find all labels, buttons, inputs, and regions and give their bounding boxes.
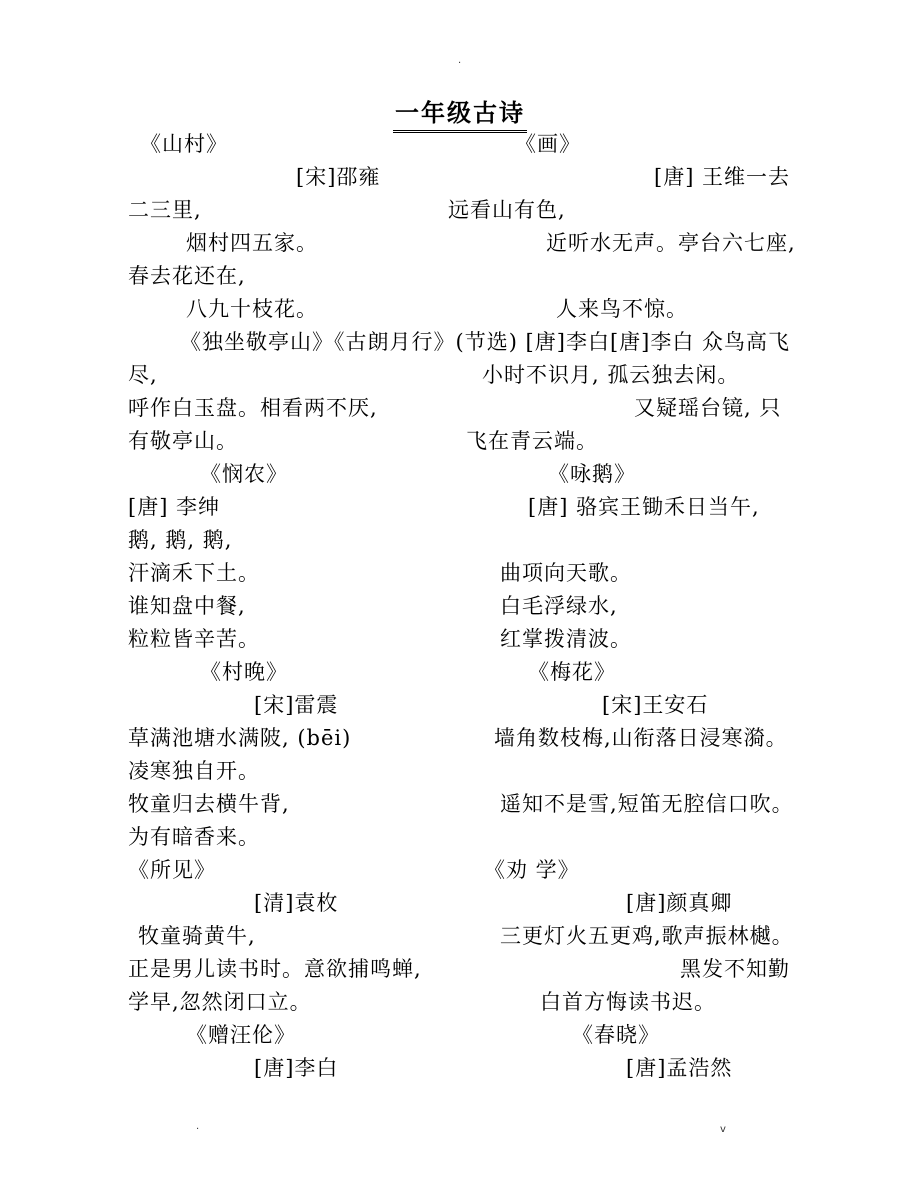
- poem-title-quanxue: 《劝 学》: [484, 858, 580, 882]
- poem-title-cunwan: 《村晚》: [200, 660, 288, 684]
- text-line: [唐] 骆宾王锄禾日当午,: [528, 495, 760, 519]
- poem-title-minnong: 《悯农》: [200, 462, 288, 486]
- text-line: 飞在青云端。: [466, 429, 598, 453]
- text-line: 为有暗香来。: [128, 825, 260, 849]
- text-line: 呼作白玉盘。相看两不厌,: [128, 396, 378, 420]
- text-line: 鹅, 鹅, 鹅,: [128, 528, 233, 552]
- text-line: 三更灯火五更鸡,歌声振林樾。: [500, 924, 794, 948]
- text-line: 八九十枝花。: [186, 297, 318, 321]
- text-line: 谁知盘中餐,: [128, 594, 246, 618]
- author-line: [宋]邵雍: [296, 165, 381, 189]
- page-title: 一年级古诗: [0, 93, 920, 133]
- text-line: 凌寒独自开。: [128, 759, 260, 783]
- text-line: 草满池塘水满陂, (bēi): [128, 726, 352, 750]
- text-line: 尽,: [128, 363, 158, 387]
- text-line: 红掌拨清波。: [500, 627, 632, 651]
- text-line: 墙角数枝梅,山衔落日浸寒漪。: [494, 726, 788, 750]
- text-line: 春去花还在,: [128, 264, 246, 288]
- author-line: [宋]雷震: [254, 693, 339, 717]
- text-line: 小时不识月, 孤云独去闲。: [482, 363, 740, 387]
- poem-title-shancun: 《山村》: [140, 132, 228, 156]
- poem-title-meihua: 《梅花》: [528, 660, 616, 684]
- poem-title-hua: 《画》: [515, 132, 581, 156]
- text-line: 《独坐敬亭山》《古朗月行》(节选) [唐]李白[唐]李白 众鸟高飞: [180, 330, 791, 354]
- text-line: 学早,忽然闭口立。: [128, 990, 312, 1014]
- author-line: [唐] 王维一去: [654, 165, 791, 189]
- text-line: 烟村四五家。: [186, 231, 318, 255]
- text-line: 白首方悔读书迟。: [540, 990, 716, 1014]
- text-line: 遥知不是雪,短笛无腔信口吹。: [500, 792, 794, 816]
- author-line: [唐]颜真卿: [626, 891, 733, 915]
- footer-left-mark: ·: [196, 1124, 200, 1135]
- poem-title-zengwanglun: 《赠汪伦》: [186, 1023, 296, 1047]
- author-line: [宋]王安石: [602, 693, 709, 717]
- text-line: 人来鸟不惊。: [556, 297, 688, 321]
- poem-title-chunxiao: 《春晓》: [572, 1023, 660, 1047]
- author-line: [唐] 李绅: [128, 495, 221, 519]
- author-line: [唐]李白: [254, 1056, 339, 1080]
- text-line: 近听水无声。亭台六七座,: [546, 231, 796, 255]
- text-line: 黑发不知勤: [680, 957, 790, 981]
- poem-title-yonge: 《咏鹅》: [548, 462, 636, 486]
- author-line: [清]袁枚: [254, 891, 339, 915]
- poem-title-suojian: 《所见》: [128, 858, 216, 882]
- text-line: 粒粒皆辛苦。: [128, 627, 260, 651]
- text-line: 牧童骑黄牛,: [138, 924, 256, 948]
- text-line: 有敬亭山。: [128, 429, 238, 453]
- text-line: 汗滴禾下土。: [128, 561, 260, 585]
- text-line: 正是男儿读书时。意欲捕鸣蝉,: [128, 957, 422, 981]
- text-line: 牧童归去横牛背,: [128, 792, 290, 816]
- footer-right-mark: v: [720, 1124, 726, 1135]
- text-line: 白毛浮绿水,: [500, 594, 618, 618]
- author-line: [唐]孟浩然: [626, 1056, 733, 1080]
- header-mark: ·: [458, 58, 462, 69]
- text-line: 远看山有色,: [448, 198, 566, 222]
- text-line: 二三里,: [128, 198, 202, 222]
- text-line: 曲项向天歌。: [500, 561, 632, 585]
- text-line: 又疑瑶台镜, 只: [634, 396, 782, 420]
